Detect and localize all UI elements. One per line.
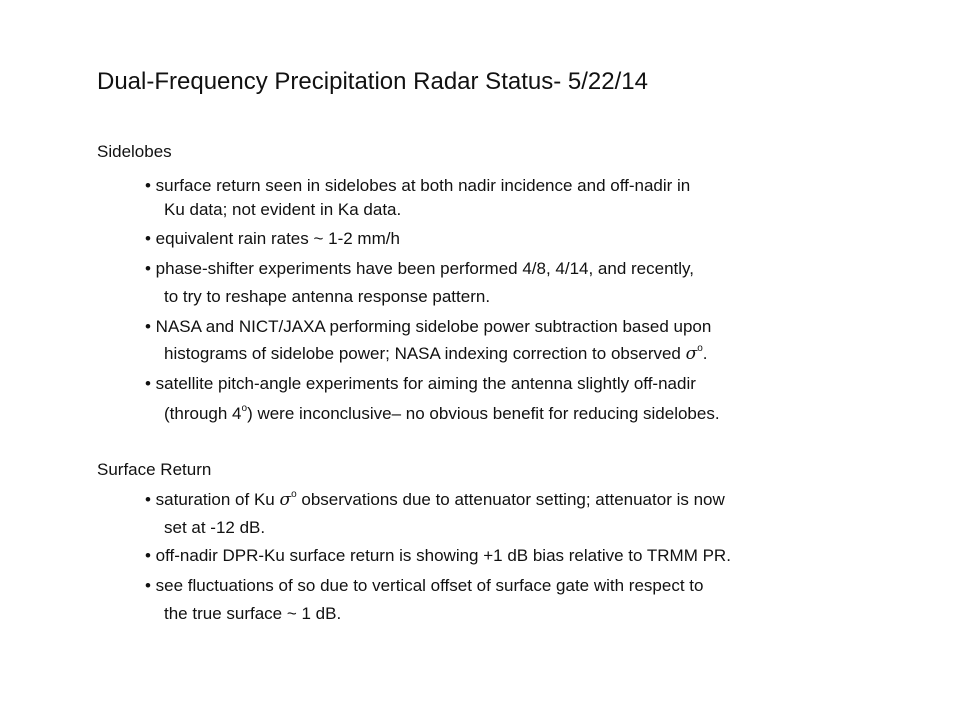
bullet-sidelobes-4-line-1: • NASA and NICT/JAXA performing sidelobe power subtraction based upon bbox=[145, 317, 712, 336]
bullet-sidelobes-2-line-1: • equivalent rain rates ~ 1-2 mm/h bbox=[145, 229, 400, 248]
bullet-sidelobes-5-line-2 bbox=[164, 403, 720, 425]
bullet-sidelobes-4-text: histograms of sidelobe power; NASA indexing correction to observed bbox=[164, 344, 686, 363]
bullet-sidelobes-1-line-2: Ku data; not evident in Ka data. bbox=[164, 200, 402, 219]
degree-superscript: o bbox=[241, 403, 248, 415]
sigma-symbol: σ bbox=[685, 344, 698, 364]
bullet-sidelobes-4-tail: . bbox=[702, 344, 708, 363]
bullet-surface-2-line-1: • off-nadir DPR-Ku surface return is showing +1 dB bias relative to TRMM PR. bbox=[145, 546, 731, 565]
section-heading-sidelobes: Sidelobes bbox=[97, 142, 172, 161]
bullet-sidelobes-4-line-2 bbox=[164, 343, 708, 365]
bullet-sidelobes-1-line-1: • surface return seen in sidelobes at both nadir incidence and off-nadir in bbox=[145, 176, 691, 195]
sigma-symbol: σ bbox=[279, 490, 292, 510]
bullet-sidelobes-3-line-1: • phase-shifter experiments have been performed 4/8, 4/14, and recently, bbox=[145, 259, 695, 278]
bullet-surface-1-line-2: set at -12 dB. bbox=[164, 518, 266, 537]
bullet-sidelobes-5-tail: ) were inconclusive– no obvious benefit for reducing sidelobes. bbox=[247, 404, 720, 423]
sigma-superscript: o bbox=[697, 343, 703, 355]
section-heading-surface-return: Surface Return bbox=[97, 460, 212, 479]
bullet-surface-3-line-2: the true surface ~ 1 dB. bbox=[164, 604, 342, 623]
sigma-superscript: o bbox=[291, 489, 297, 501]
bullet-surface-1-tail: observations due to attenuator setting; attenuator is now bbox=[296, 490, 725, 509]
slide-title: Dual-Frequency Precipitation Radar Status- 5/22/14 bbox=[97, 68, 648, 95]
bullet-sidelobes-5-text: (through 4 bbox=[164, 404, 242, 423]
bullet-surface-1-text: • saturation of Ku bbox=[145, 490, 280, 509]
bullet-surface-1-line-1 bbox=[145, 489, 725, 511]
bullet-sidelobes-5-line-1: • satellite pitch-angle experiments for aiming the antenna slightly off-nadir bbox=[145, 374, 696, 393]
bullet-sidelobes-3-line-2: to try to reshape antenna response pattern. bbox=[164, 287, 491, 306]
bullet-surface-3-line-1: • see fluctuations of so due to vertical offset of surface gate with respect to bbox=[145, 576, 704, 595]
